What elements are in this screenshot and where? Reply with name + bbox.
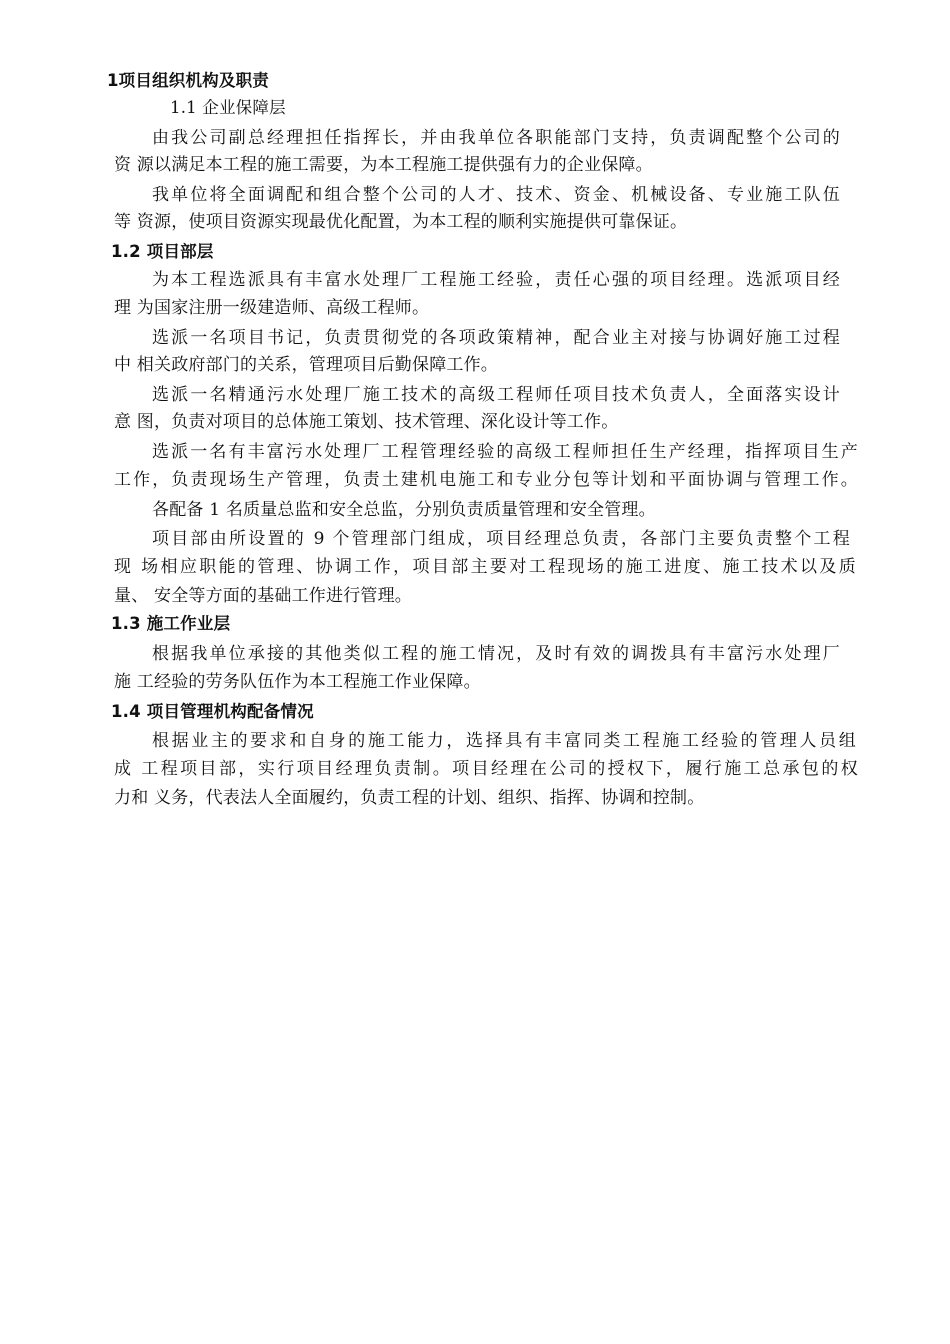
subsection-heading-1-2: 1.2 项目部层 — [111, 242, 214, 261]
paragraph-line: 中 相关政府部门的关系，管理项目后勤保障工作。 — [114, 355, 499, 375]
paragraph-line: 力和 义务，代表法人全面履约，负责工程的计划、组织、指挥、协调和控制。 — [114, 788, 705, 808]
paragraph-line: 根据业主的要求和自身的施工能力，选择具有丰富同类工程施工经验的管理人员组 — [152, 731, 856, 751]
paragraph-line: 理 为国家注册一级建造师、高级工程师。 — [114, 298, 430, 318]
paragraph-line: 成 工程项目部，实行项目经理负责制。项目经理在公司的授权下，履行施工总承包的权 — [114, 759, 858, 779]
subsection-heading-1-4: 1.4 项目管理机构配备情况 — [111, 702, 314, 721]
paragraph-line: 为本工程选派具有丰富水处理厂工程施工经验，责任心强的项目经理。选派项目经 — [152, 270, 840, 290]
paragraph-line: 施 工经验的劳务队伍作为本工程施工作业保障。 — [114, 672, 481, 692]
paragraph-line: 工作，负责现场生产管理，负责土建机电施工和专业分包等计划和平面协调与管理工作。 — [114, 470, 858, 490]
paragraph-line: 等 资源，使项目资源实现最优化配置，为本工程的顺利实施提供可靠保证。 — [114, 212, 688, 232]
subsection-heading-1-1: 1.1 企业保障层 — [170, 98, 286, 117]
subsection-heading-1-3: 1.3 施工作业层 — [111, 614, 231, 633]
paragraph-line: 项目部由所设置的 9 个管理部门组成，项目经理总负责，各部门主要负责整个工程 — [152, 529, 850, 549]
paragraph-line: 意 图，负责对项目的总体施工策划、技术管理、深化设计等工作。 — [114, 412, 619, 432]
paragraph-line: 各配备 1 名质量总监和安全总监，分别负责质量管理和安全管理。 — [152, 500, 656, 520]
paragraph-line: 我单位将全面调配和组合整个公司的人才、技术、资金、机械设备、专业施工队伍 — [152, 185, 840, 205]
paragraph-line: 选派一名精通污水处理厂施工技术的高级工程师任项目技术负责人，全面落实设计 — [152, 385, 840, 405]
paragraph-line: 选派一名项目书记，负责贯彻党的各项政策精神，配合业主对接与协调好施工过程 — [152, 328, 840, 348]
paragraph-line: 资 源以满足本工程的施工需要，为本工程施工提供强有力的企业保障。 — [114, 155, 653, 175]
paragraph-line: 现 场相应职能的管理、协调工作，项目部主要对工程现场的施工进度、施工技术以及质 — [114, 557, 856, 577]
section-heading-1: 1项目组织机构及职责 — [107, 71, 269, 90]
paragraph-line: 选派一名有丰富污水处理厂工程管理经验的高级工程师担任生产经理，指挥项目生产 — [152, 442, 858, 462]
paragraph-line: 根据我单位承接的其他类似工程的施工情况，及时有效的调拨具有丰富污水处理厂 — [152, 644, 840, 664]
paragraph-line: 量、 安全等方面的基础工作进行管理。 — [114, 586, 413, 606]
paragraph-line: 由我公司副总经理担任指挥长，并由我单位各职能部门支持，负责调配整个公司的 — [152, 128, 840, 148]
